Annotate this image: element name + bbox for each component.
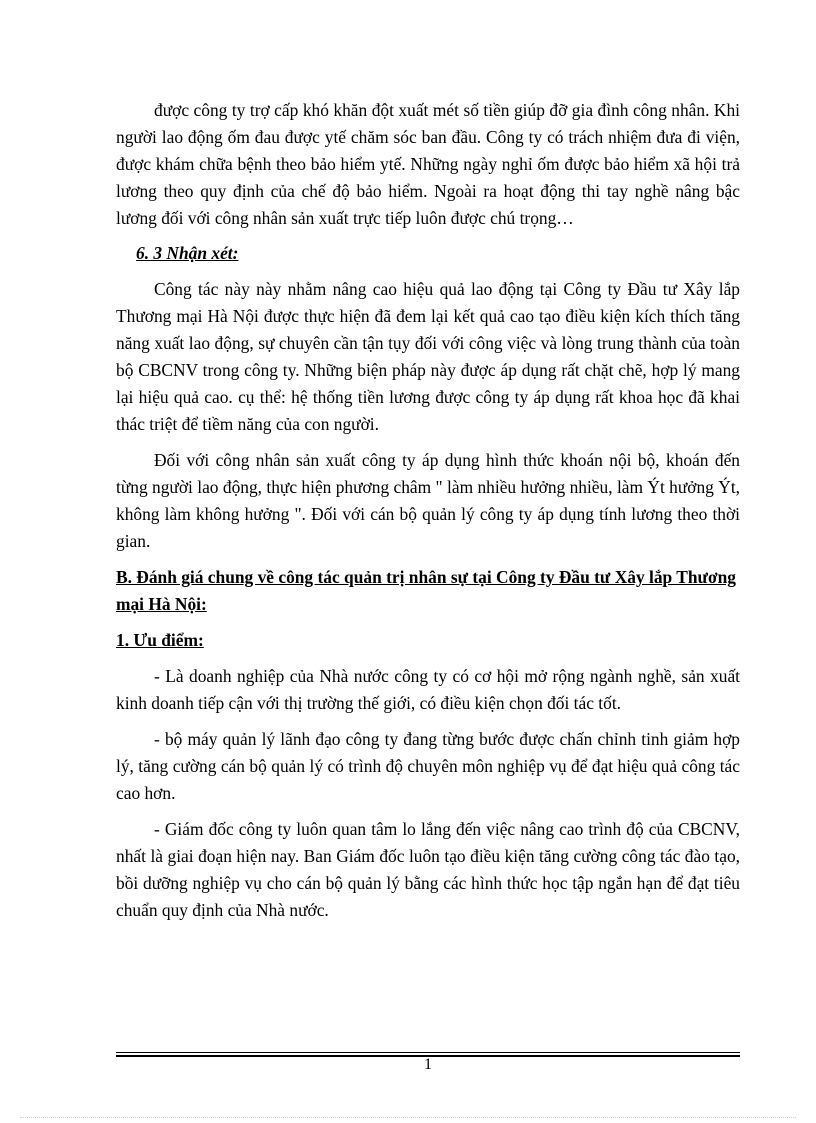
- body-paragraph: được công ty trợ cấp khó khăn đột xuất mét số tiền giúp đỡ gia đình công nhân. Khi người lao động ốm đau được ytế chăm sóc ban đầu. Công ty có trách nhiệm đưa đi viện, được khám chữa bệnh theo bảo hiểm ytế. Những ngày nghỉ ốm được bảo hiểm xã hội trả lương theo quy định của chế độ bảo hiểm. Ngoài ra hoạt động thi tay nghề nâng bậc lương đối với công nhân sản xuất trực tiếp luôn được chú trọng…: [116, 100, 740, 228]
- page-number: 1: [424, 1056, 432, 1073]
- section-heading-6-3: 6. 3 Nhận xét:: [136, 243, 239, 263]
- document-page: [116, 97, 740, 924]
- bullet-paragraph: - Là doanh nghiệp của Nhà nước công ty có cơ hội mở rộng ngành nghề, sản xuất kinh doanh tiếp cận với thị trường thế giới, có điều kiện chọn đối tác tốt.: [116, 666, 740, 713]
- bullet-paragraph: - Giám đốc công ty luôn quan tâm lo lắng đến việc nâng cao trình độ của CBCNV, nhất là giai đoạn hiện nay. Ban Giám đốc luôn tạo điều kiện tăng cường công tác đào tạo, bồi dưỡng nghiệp vụ cho cán bộ quản lý bằng các hình thức học tập ngắn hạn để đạt tiêu chuẩn quy định của Nhà nước.: [116, 819, 740, 920]
- body-paragraph: Đối với công nhân sản xuất công ty áp dụng hình thức khoán nội bộ, khoán đến từng người lao động, thực hiện phương châm " làm nhiều hưởng nhiều, làm Ýt hưởng Ýt, không làm không hưởng ". Đối với cán bộ quản lý công ty áp dụng tính lương theo thời gian.: [116, 450, 740, 551]
- section-heading-1: 1. Ưu điểm:: [116, 630, 204, 650]
- section-heading-b: B. Đánh giá chung về công tác quản trị nhân sự tại Công ty Đầu tư Xây lắp Thương mại Hà Nội:: [116, 567, 736, 614]
- body-paragraph: Công tác này này nhằm nâng cao hiệu quả lao động tại Công ty Đầu tư Xây lắp Thương mại Hà Nội được thực hiện đã đem lại kết quả cao tạo điều kiện kích thích tăng năng xuất lao động, sự chuyên cần tận tụy đối với công việc và lòng trung thành của toàn bộ CBCNV trong công ty. Những biện pháp này được áp dụng rất chặt chẽ, hợp lý mang lại hiệu quả cao. cụ thể: hệ thống tiền lương được công ty áp dụng rất khoa học đã khai thác triệt để tiềm năng của con người.: [116, 279, 740, 434]
- page-edge-dotted-line: [20, 1117, 796, 1118]
- bullet-paragraph: - bộ máy quản lý lãnh đạo công ty đang từng bước được chấn chỉnh tinh giảm hợp lý, tăng cường cán bộ quản lý có trình độ chuyên môn nghiệp vụ để đạt hiệu quả công tác cao hơn.: [116, 729, 740, 803]
